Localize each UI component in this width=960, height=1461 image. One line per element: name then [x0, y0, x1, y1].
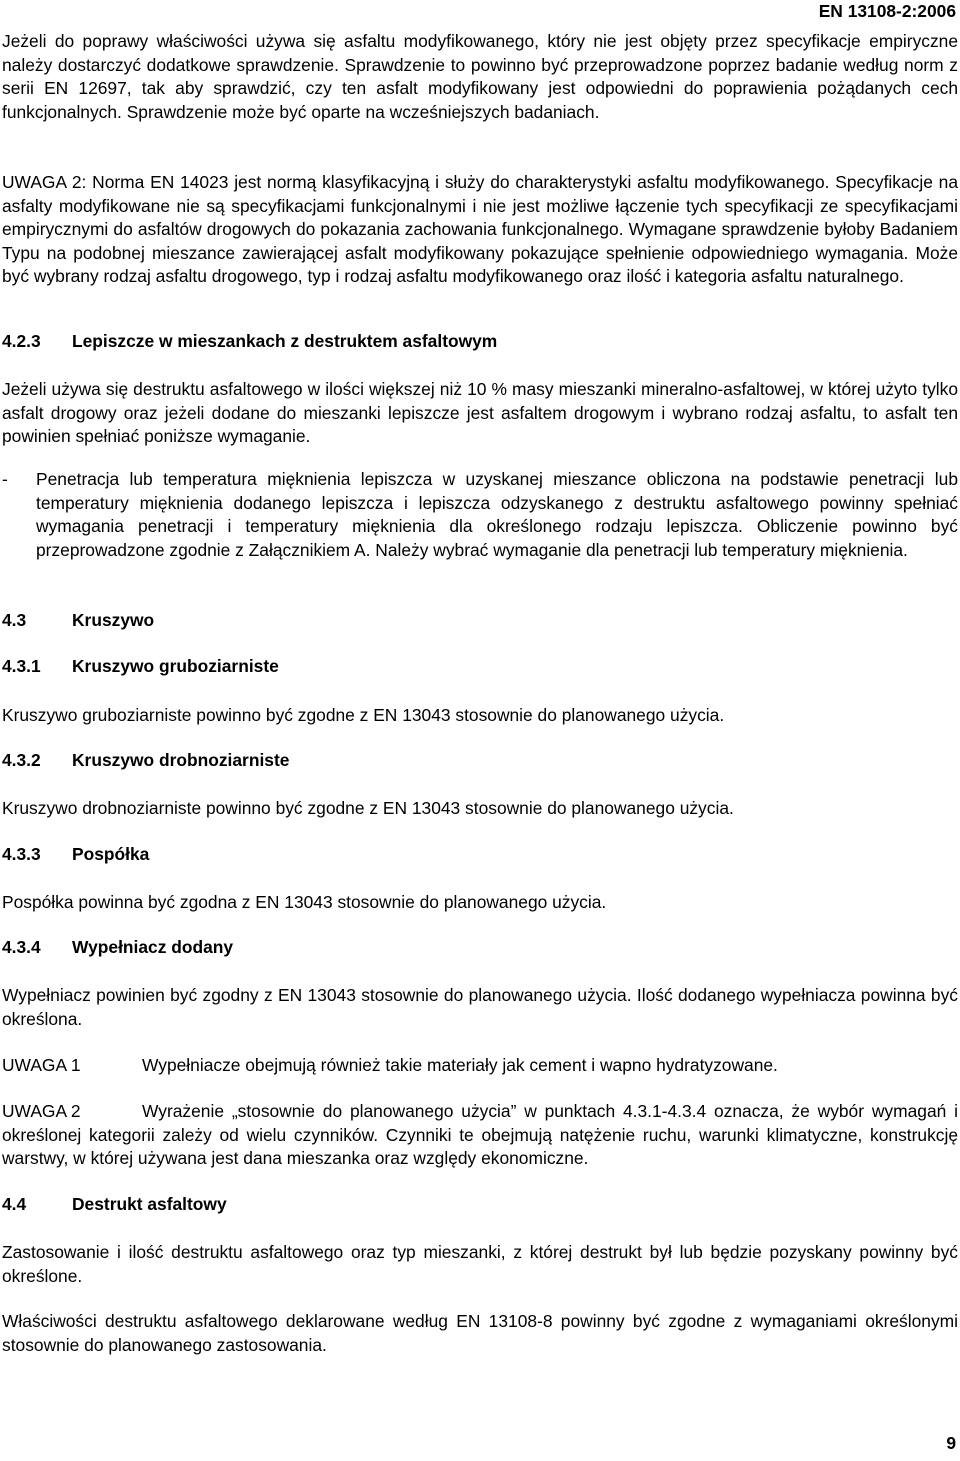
section-4-4-paragraph-2: Właściwości destruktu asfaltowego deklarowane według EN 13108-8 powinny być zgodne z wymaganiami określonymi stosownie do planowanego zastosowania.: [2, 1311, 958, 1355]
section-number: 4.2.3: [2, 331, 41, 351]
section-title: Kruszywo drobnoziarniste: [72, 750, 290, 770]
list-dash: -: [2, 469, 8, 489]
section-number: 4.3.3: [2, 844, 41, 864]
section-title: Lepiszcze w mieszankach z destruktem asfaltowym: [72, 331, 498, 351]
section-title: Pospółka: [72, 844, 150, 864]
section-heading-4-3-2: [2, 749, 289, 773]
section-4-3-1-paragraph: Kruszywo gruboziarniste powinno być zgodne z EN 13043 stosownie do planowanego użycia.: [2, 705, 725, 725]
section-4-2-3-list-item: Penetracja lub temperatura mięknienia lepiszcza w uzyskanej mieszance obliczona na podstawie penetracji lub temperatury mięknienia dodanego lepiszcza i lepiszcza odzyskanego z destruktu asfaltowego powinny spełniać wymagania penetracji i temperatury mięknienia dla określonego rodzaju lepiszcza. Obliczenie powinno być przeprowadzone zgodnie z Załącznikiem A. Należy wybrać wymaganie dla penetracji lub temperatury mięknienia.: [36, 469, 958, 560]
section-4-3-2-paragraph: Kruszywo drobnoziarniste powinno być zgodne z EN 13043 stosownie do planowanego użycia.: [2, 798, 734, 818]
section-heading-4-2-3: [2, 330, 497, 354]
note-text: Wyrażenie „stosownie do planowanego użycia” w punktach 4.3.1-4.3.4 oznacza, że wybór wymagań i określonej kategorii zależy od wielu czynników. Czynniki te obejmują natężenie ruchu, warunki klimatyczne, konstrukcję warstwy, w której używana jest dana mieszanka oraz względy ekonomiczne.: [2, 1101, 958, 1168]
page-number: 9: [946, 1433, 956, 1453]
note-text: Wypełniacze obejmują również takie materiały jak cement i wapno hydratyzowane.: [142, 1055, 778, 1075]
section-title: Destrukt asfaltowy: [72, 1194, 227, 1214]
note-uwaga2-standard: UWAGA 2: Norma EN 14023 jest normą klasyfikacyjną i służy do charakterystyki asfaltu modyfikowanego. Specyfikacje na asfalty modyfikowane nie są specyfikacjami funkcjonalnymi i nie jest możliwe łączenie tych specyfikacji ze specyfikacjami empirycznymi do asfaltów drogowych do pokazania zachowania funkcjonalnego. Wymagane sprawdzenie byłoby Badaniem Typu na podobnej mieszance zawierającej asfalt modyfikowany pokazujące spełnienie odpowiedniego wymagania. Może być wybrany rodzaj asfaltu drogowego, typ i rodzaj asfaltu modyfikowanego oraz ilość i kategoria asfaltu naturalnego.: [2, 172, 958, 286]
section-4-3-3-paragraph: Pospółka powinna być zgodna z EN 13043 stosownie do planowanego użycia.: [2, 892, 607, 912]
section-title: Kruszywo: [72, 610, 155, 630]
section-heading-4-4: [2, 1193, 227, 1217]
note-label: UWAGA 2: [2, 1101, 81, 1121]
section-4-2-3-paragraph: Jeżeli używa się destruktu asfaltowego w ilości większej niż 10 % masy mieszanki mineralno-asfaltowej, w której użyto tylko asfalt drogowy oraz jeżeli dodane do mieszanki lepiszcze jest asfaltem drogowym i wybrano rodzaj asfaltu, to asfalt ten powinien spełniać poniższe wymaganie.: [2, 379, 958, 446]
section-number: 4.3.4: [2, 937, 41, 957]
section-heading-4-3-1: [2, 655, 279, 679]
note-label: UWAGA 1: [2, 1055, 81, 1075]
intro-paragraph: Jeżeli do poprawy właściwości używa się asfaltu modyfikowanego, który nie jest objęty przez specyfikacje empiryczne należy dostarczyć dodatkowe sprawdzenie. Sprawdzenie to powinno być przeprowadzone poprzez badanie według norm z serii EN 12697, tak aby sprawdzić, czy ten asfalt modyfikowany jest odpowiedni do poprawienia pożądanych cech funkcjonalnych. Sprawdzenie może być oparte na wcześniejszych badaniach.: [2, 31, 958, 122]
document-code: EN 13108-2:2006: [818, 1, 956, 21]
section-heading-4-3-3: [2, 843, 149, 867]
section-heading-4-3-4: [2, 936, 233, 960]
section-heading-4-3: [2, 609, 154, 633]
section-number: 4.3: [2, 610, 27, 630]
section-4-4-paragraph-1: Zastosowanie i ilość destruktu asfaltowego oraz typ mieszanki, z której destrukt był lub będzie pozyskany powinny być określone.: [2, 1242, 958, 1286]
section-number: 4.4: [2, 1194, 27, 1214]
section-4-3-4-paragraph: Wypełniacz powinien być zgodny z EN 13043 stosownie do planowanego użycia. Ilość dodanego wypełniacza powinna być określona.: [2, 985, 958, 1029]
section-number: 4.3.2: [2, 750, 41, 770]
section-number: 4.3.1: [2, 656, 41, 676]
section-title: Wypełniacz dodany: [72, 937, 234, 957]
section-title: Kruszywo gruboziarniste: [72, 656, 279, 676]
note-uwaga-1: [2, 1054, 958, 1078]
note-uwaga-2: [2, 1100, 958, 1171]
